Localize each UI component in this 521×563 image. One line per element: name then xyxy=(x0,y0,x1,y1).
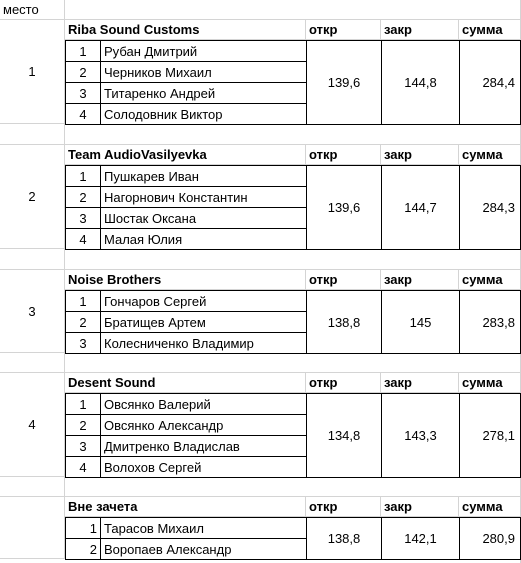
member-number: 1 xyxy=(65,290,101,312)
close-score: 144,8 xyxy=(381,40,460,125)
member-name: Рубан Дмитрий xyxy=(100,40,307,62)
sum-column-header: сумма xyxy=(459,145,521,165)
member-number: 3 xyxy=(65,82,101,104)
header-row-blank xyxy=(65,0,521,20)
team-name: Riba Sound Customs xyxy=(65,20,306,40)
place-cell: 3 xyxy=(0,270,65,353)
open-score: 138,8 xyxy=(306,517,382,560)
member-name: Шостак Оксана xyxy=(100,207,307,229)
member-name: Малая Юлия xyxy=(100,228,307,250)
open-column-header: откр xyxy=(306,373,381,393)
member-name: Тарасов Михаил xyxy=(100,517,307,539)
member-name: Титаренко Андрей xyxy=(100,82,307,104)
member-number: 3 xyxy=(65,332,101,354)
open-column-header: откр xyxy=(306,145,381,165)
team-name: Вне зачета xyxy=(65,497,306,517)
sum-column-header: сумма xyxy=(459,270,521,290)
close-column-header: закр xyxy=(381,497,459,517)
member-number: 4 xyxy=(65,456,101,478)
member-number: 2 xyxy=(65,311,101,333)
spacer-row xyxy=(0,353,65,373)
member-name: Нагорнович Константин xyxy=(100,186,307,208)
member-number: 2 xyxy=(65,61,101,83)
member-name: Волохов Сергей xyxy=(100,456,307,478)
open-score: 139,6 xyxy=(306,40,382,125)
place-cell: 4 xyxy=(0,373,65,477)
place-column-header: место xyxy=(0,0,65,20)
member-number: 1 xyxy=(65,517,101,539)
open-column-header: откр xyxy=(306,497,381,517)
member-name: Овсянко Валерий xyxy=(100,393,307,415)
member-number: 1 xyxy=(65,165,101,187)
close-column-header: закр xyxy=(381,145,459,165)
open-column-header: откр xyxy=(306,270,381,290)
sum-column-header: сумма xyxy=(459,497,521,517)
close-column-header: закр xyxy=(381,373,459,393)
place-cell: 2 xyxy=(0,145,65,249)
member-name: Братищев Артем xyxy=(100,311,307,333)
team-name: Noise Brothers xyxy=(65,270,306,290)
member-number: 2 xyxy=(65,538,101,560)
total-score: 280,9 xyxy=(459,517,521,560)
member-name: Солодовник Виктор xyxy=(100,103,307,125)
spacer-row xyxy=(65,124,521,145)
close-column-header: закр xyxy=(381,20,459,40)
close-column-header: закр xyxy=(381,270,459,290)
total-score: 284,4 xyxy=(459,40,521,125)
member-number: 3 xyxy=(65,435,101,457)
member-name: Воропаев Александр xyxy=(100,538,307,560)
open-column-header: откр xyxy=(306,20,381,40)
close-score: 143,3 xyxy=(381,393,460,478)
sum-column-header: сумма xyxy=(459,20,521,40)
member-number: 3 xyxy=(65,207,101,229)
member-number: 4 xyxy=(65,103,101,125)
member-name: Дмитренко Владислав xyxy=(100,435,307,457)
member-name: Колесниченко Владимир xyxy=(100,332,307,354)
spacer-row xyxy=(65,353,521,373)
spacer-row xyxy=(0,249,65,270)
member-number: 2 xyxy=(65,414,101,436)
member-name: Черников Михаил xyxy=(100,61,307,83)
spacer-row xyxy=(65,477,521,497)
total-score: 284,3 xyxy=(459,165,521,250)
member-number: 1 xyxy=(65,393,101,415)
member-number: 2 xyxy=(65,186,101,208)
member-name: Гончаров Сергей xyxy=(100,290,307,312)
close-score: 142,1 xyxy=(381,517,460,560)
team-name: Desent Sound xyxy=(65,373,306,393)
member-name: Пушкарев Иван xyxy=(100,165,307,187)
close-score: 145 xyxy=(381,290,460,354)
total-score: 278,1 xyxy=(459,393,521,478)
member-number: 4 xyxy=(65,228,101,250)
open-score: 138,8 xyxy=(306,290,382,354)
team-name: Team AudioVasilyevka xyxy=(65,145,306,165)
spacer-row xyxy=(65,249,521,270)
place-cell: 1 xyxy=(0,20,65,124)
place-cell xyxy=(0,497,65,559)
sum-column-header: сумма xyxy=(459,373,521,393)
member-number: 1 xyxy=(65,40,101,62)
member-name: Овсянко Александр xyxy=(100,414,307,436)
total-score: 283,8 xyxy=(459,290,521,354)
open-score: 139,6 xyxy=(306,165,382,250)
spacer-row xyxy=(0,477,65,497)
open-score: 134,8 xyxy=(306,393,382,478)
spacer-row xyxy=(0,124,65,145)
close-score: 144,7 xyxy=(381,165,460,250)
